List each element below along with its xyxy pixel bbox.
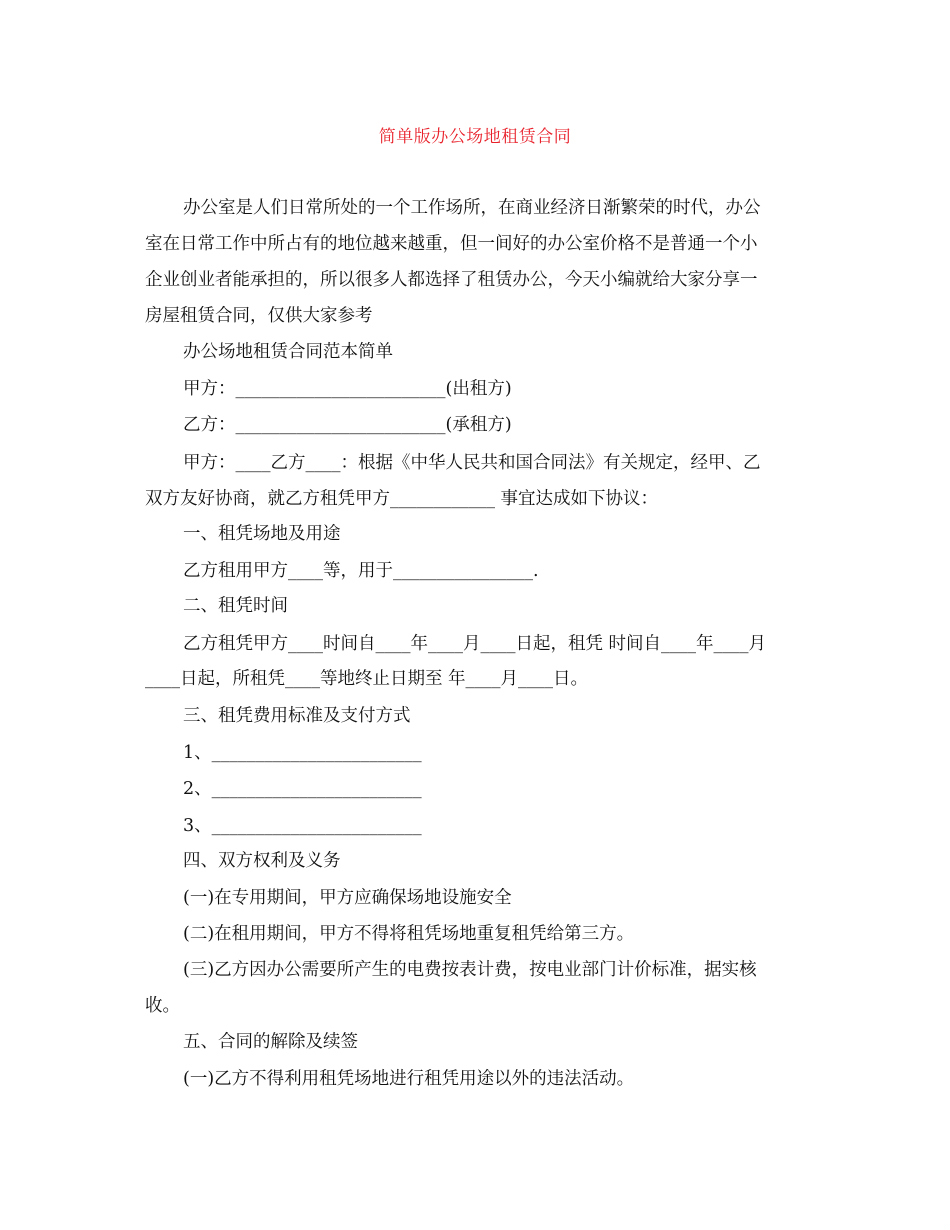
party-b-line: 乙方：________________________(承租方) (183, 415, 512, 435)
payment-item-2: 2、________________________ (183, 779, 422, 799)
payment-item-1: 1、________________________ (183, 743, 422, 763)
section-heading-5: 五、合同的解除及续签 (183, 1032, 358, 1052)
intro-line-4: 房屋租赁合同，仅供大家参考 (145, 306, 373, 326)
section-1-text: 乙方租用甲方____等，用于________________. (183, 561, 539, 581)
rights-item-3-line-1: (三)乙方因办公需要所产生的电费按表计费，按电业部门计价标准，据实核 (183, 960, 757, 980)
termination-item-1: (一)乙方不得利用租凭场地进行租凭用途以外的违法活动。 (183, 1069, 635, 1089)
section-2-text-line-2: ____日起，所租凭____等地终止日期至 年____月____日。 (145, 669, 589, 689)
intro-line-3: 企业创业者能承担的，所以很多人都选择了租赁办公，今天小编就给大家分享一 (145, 270, 758, 290)
rights-item-1: (一)在专用期间，甲方应确保场地设施安全 (183, 888, 512, 908)
party-a-line: 甲方：________________________(出租方) (183, 379, 512, 399)
agreement-line-1: 甲方：____乙方____：根据《中华人民共和国合同法》有关规定，经甲、乙 (183, 453, 761, 473)
agreement-line-2: 双方友好协商，就乙方租凭甲方____________ 事宜达成如下协议： (145, 489, 659, 509)
rights-item-3-line-2: 收。 (145, 996, 180, 1016)
rights-item-2: (二)在租用期间，甲方不得将租凭场地重复租凭给第三方。 (183, 924, 635, 944)
document-title: 简单版办公场地租赁合同 (378, 127, 572, 147)
section-2-text-line-1: 乙方租凭甲方____时间自____年____月____日起，租凭 时间自____年____月 (183, 634, 767, 654)
section-heading-2: 二、租凭时间 (183, 596, 288, 616)
payment-item-3: 3、________________________ (183, 816, 422, 836)
section-heading-1: 一、租凭场地及用途 (183, 524, 341, 544)
intro-line-2: 室在日常工作中所占有的地位越来越重，但一间好的办公室价格不是普通一个小 (145, 234, 758, 254)
section-heading-3: 三、租凭费用标准及支付方式 (183, 706, 411, 726)
section-heading-4: 四、双方权利及义务 (183, 851, 341, 871)
intro-line-1: 办公室是人们日常所处的一个工作场所，在商业经济日渐繁荣的时代，办公 (183, 198, 761, 218)
subtitle-line: 办公场地租赁合同范本简单 (183, 342, 393, 362)
